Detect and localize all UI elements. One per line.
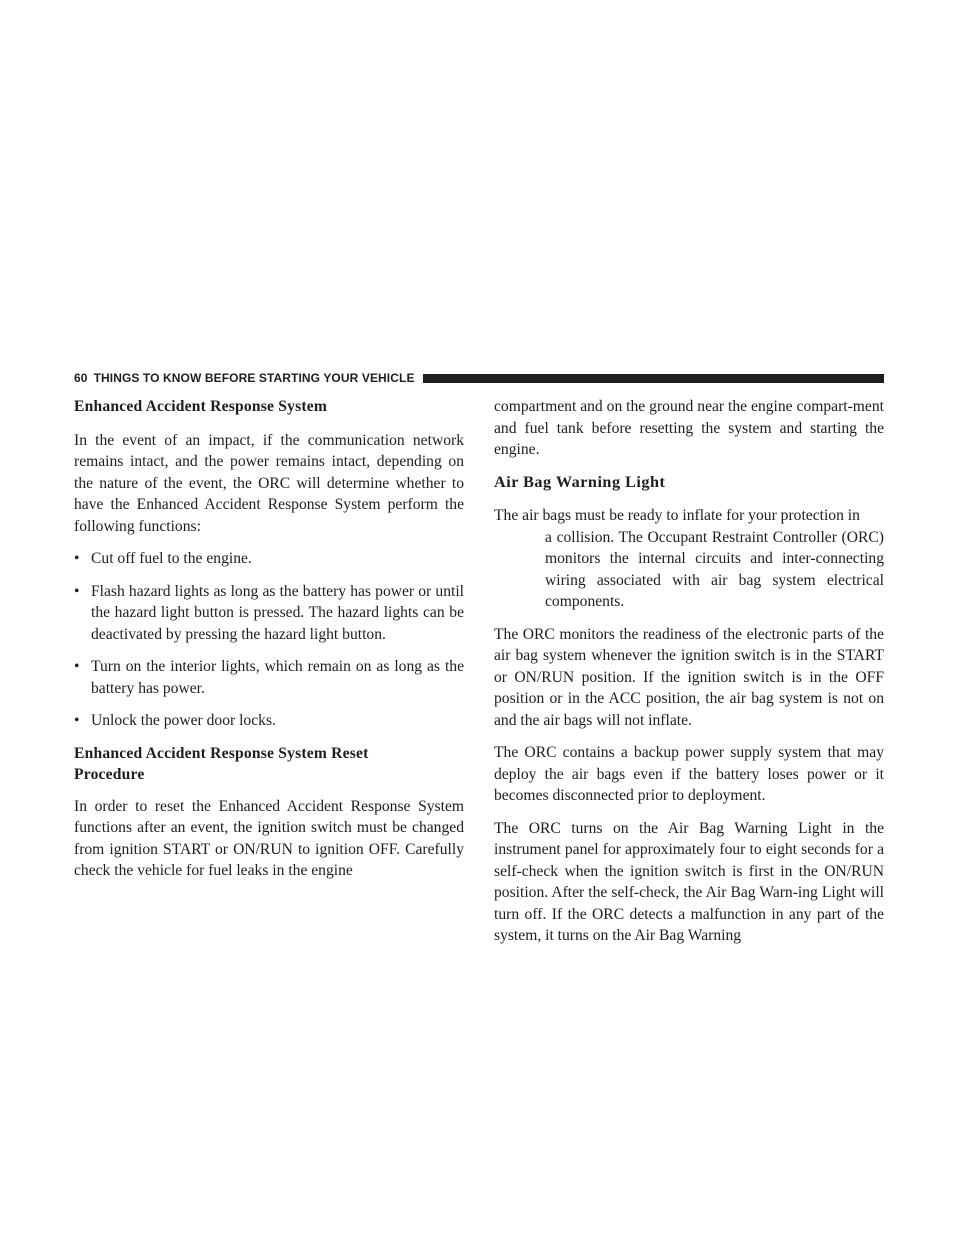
heading-reset-procedure: Enhanced Accident Response System Reset Procedure [74,744,369,783]
list-item: • Cut off fuel to the engine. [74,548,464,570]
paragraph-backup-power: The ORC contains a backup power supply system that may deploy the air bags even if the battery loses power or it becomes disconnected prior to deployment. [494,744,884,804]
heading-enhanced-accident-response: Enhanced Accident Response System [74,398,328,415]
header-rule [423,374,884,383]
page-number: 60 [74,371,88,385]
paragraph-impact: In the event of an impact, if the communication network remains intact, and the power remains intact, depending on the nature of the event, the ORC will determine whether to have the Enhanced Accident Response System perform the following functions: [74,431,464,535]
paragraph-reset: In order to reset the Enhanced Accident Response System functions after an event, the ignition switch must be changed from ignition START or ON/RUN to ignition OFF. Carefully check the vehicle for fuel leaks in the engine [74,797,464,879]
paragraph-orc-monitors: The ORC monitors the readiness of the electronic parts of the air bag system whenever the ignition switch is in the START or ON/RUN position. If the ignition switch is in the OFF position or in the ACC position, the air bag system is not on and the air bags will not inflate. [494,625,884,729]
bullet-icon: • [74,658,80,675]
section-title: THINGS TO KNOW BEFORE STARTING YOUR VEHICLE [93,371,415,385]
list-item: • Unlock the power door locks. [74,710,464,732]
bullet-icon: • [74,582,80,600]
right-column [494,396,884,958]
left-column [74,396,464,893]
bullet-icon: • [74,712,80,729]
function-list [74,548,464,732]
bullet-icon: • [74,550,80,567]
list-item: • Turn on the interior lights, which remain on as long as the battery has power. [74,658,464,697]
paragraph-air-bags-ready: The air bags must be ready to inflate for your protection in a collision. The Occupant Restraint Controller (ORC) monitors the internal circuits and inter-connecting wiring associated with air bag system electrical components. [494,507,884,610]
page-header [74,371,884,385]
paragraph-warning-light: The ORC turns on the Air Bag Warning Light in the instrument panel for approximately four to eight seconds for a self-check when the ignition switch is first in the ON/RUN position. After the self-check, the Air Bag Warn-ing Light will turn off. If the ORC detects a malfunction in any part of the system, it turns on the Air Bag Warning [494,819,884,944]
heading-air-bag-warning-light: Air Bag Warning Light [494,472,666,491]
list-item: • Flash hazard lights as long as the battery has power or until the hazard light button is pressed. The hazard lights can be deactivated by pressing the hazard light button. [74,582,464,643]
paragraph-continued: compartment and on the ground near the engine compart-ment and fuel tank before resetting the system and starting the engine. [494,398,884,458]
